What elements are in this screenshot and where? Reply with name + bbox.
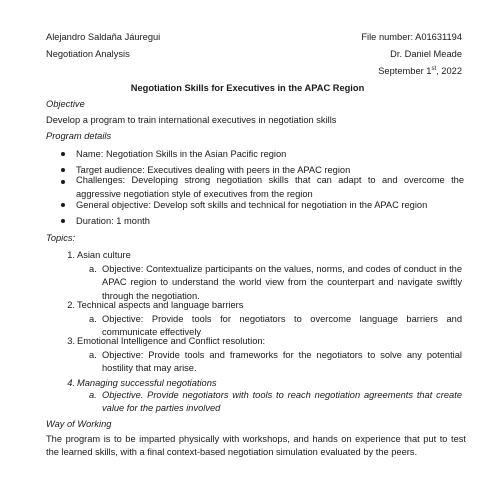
date-ordinal: st bbox=[431, 66, 437, 72]
objective-heading: Objective bbox=[46, 99, 85, 109]
topic-item: 4. Managing successful negotiations bbox=[67, 378, 217, 388]
professor-name: Dr. Daniel Meade bbox=[390, 49, 462, 59]
bullet-icon bbox=[61, 180, 65, 184]
list-item: Target audience: Executives dealing with peers in the APAC region bbox=[76, 164, 464, 176]
topic-item: 1. Asian culture bbox=[67, 250, 131, 260]
document-title: Negotiation Skills for Executives in the APAC Region bbox=[130, 83, 365, 93]
bullet-icon bbox=[61, 168, 65, 172]
list-item: General objective: Develop soft skills and technical for negotiation in the APAC region bbox=[76, 199, 464, 211]
program-details-heading: Program details bbox=[46, 131, 112, 141]
topic-objective: a. Objective: Provide tools and frameworks for the negotiators to solve any potential hostility that may arise. bbox=[89, 350, 462, 374]
topic-item: 2. Technical aspects and language barriers bbox=[67, 300, 244, 310]
way-of-working-text: The program is to be imparted physically with workshops, and hands on experience that put to test the learned skills, with a final context-based negotiation simulation evaluated by the peers. bbox=[46, 434, 466, 458]
document-date bbox=[378, 65, 462, 77]
date-year: , 2022 bbox=[436, 66, 462, 76]
list-item: Challenges: Developing strong negotiation skills that can adapt to and overcome the aggressive negotiation style of executives from the region bbox=[76, 174, 464, 201]
topic-objective: a. Objective. Provide negotiators with tools to reach negotiation agreements that create value for the parties involved bbox=[89, 390, 462, 414]
way-of-working-heading: Way of Working bbox=[46, 419, 112, 429]
course-name: Negotiation Analysis bbox=[46, 49, 130, 59]
date-main: September 1 bbox=[378, 66, 432, 76]
list-item: Duration: 1 month bbox=[76, 215, 464, 227]
topic-objective: a. Objective: Provide tools for negotiators to overcome language barriers and communicate effectively bbox=[89, 314, 462, 338]
bullet-icon bbox=[61, 219, 65, 223]
bullet-icon bbox=[61, 203, 65, 207]
author-name: Alejandro Saldaña Jáuregui bbox=[46, 32, 161, 42]
topic-objective: a. Objective: Contextualize participants on the values, norms, and codes of conduct in the APAC region to understand the world view from the counterpart and navigate swiftly through the negotiation. bbox=[89, 264, 462, 301]
file-number: File number: A01631194 bbox=[361, 32, 462, 42]
topics-heading: Topics: bbox=[46, 233, 76, 243]
bullet-icon bbox=[61, 152, 65, 156]
list-item: Name: Negotiation Skills in the Asian Pacific region bbox=[76, 148, 464, 160]
objective-text: Develop a program to train international executives in negotiation skills bbox=[46, 115, 337, 125]
topic-item: 3. Emotional Intelligence and Conflict resolution: bbox=[67, 336, 266, 346]
